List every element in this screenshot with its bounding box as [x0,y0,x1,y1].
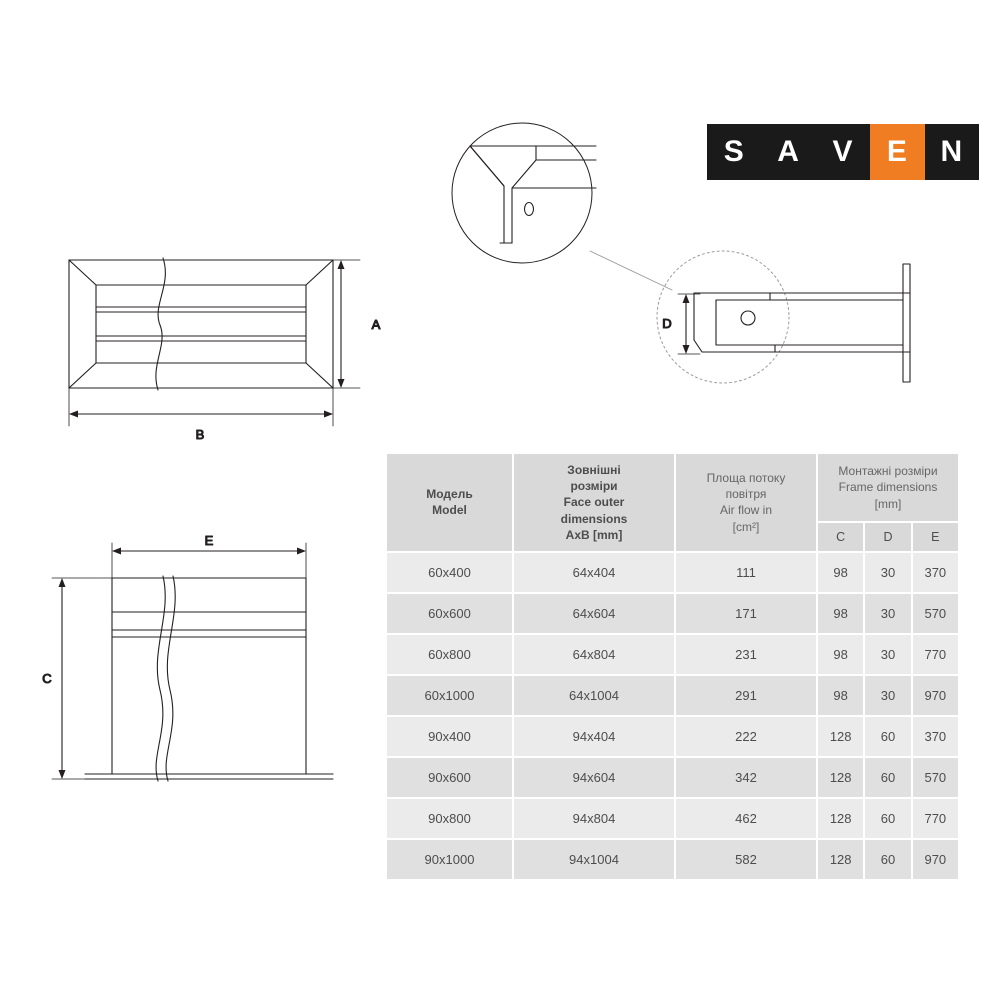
cell-outer-dimensions: 94x404 [513,716,675,757]
cell-outer-dimensions: 64x404 [513,552,675,593]
cell-frame-d: 60 [864,757,911,798]
cell-frame-d: 60 [864,716,911,757]
cell-frame-e: 970 [912,675,959,716]
saven-logo [707,124,979,180]
table-row [386,716,959,757]
header-airflow [675,453,817,552]
cell-frame-d: 30 [864,552,911,593]
header-airflow-line2: повітря [725,487,767,502]
header-sub-d: D [864,522,911,552]
mounting-section-drawing [770,264,910,382]
header-outer-line5: AxB [mm] [565,527,623,542]
dimension-d [662,294,700,354]
cell-frame-c: 98 [817,675,864,716]
dimension-a [333,260,381,388]
cell-model: 90x800 [386,798,513,839]
cell-outer-dimensions: 64x1004 [513,675,675,716]
table-row [386,593,959,634]
table-body [386,552,959,880]
dimension-c-label: C [42,671,52,686]
cell-frame-c: 98 [817,593,864,634]
table-row [386,839,959,880]
table-row [386,552,959,593]
cell-model: 90x400 [386,716,513,757]
header-model-line2: Model [432,503,467,518]
dimension-c [42,578,112,779]
cell-frame-d: 30 [864,634,911,675]
header-outer-line4: dimensions [560,511,628,526]
cell-frame-d: 60 [864,798,911,839]
cell-frame-e: 570 [912,757,959,798]
cell-airflow: 111 [675,552,817,593]
header-outer-dimensions [513,453,675,552]
cell-frame-c: 128 [817,716,864,757]
cell-outer-dimensions: 94x804 [513,798,675,839]
cell-airflow: 222 [675,716,817,757]
dimension-a-label: A [371,317,381,332]
cell-airflow: 231 [675,634,817,675]
dimension-b [69,388,333,442]
header-frame-line2: Frame dimensions [838,480,938,495]
header-frame-line1: Монтажні розміри [838,464,938,479]
cell-frame-c: 98 [817,552,864,593]
dimension-b-label: B [195,427,205,442]
logo-letter-v: V [816,124,870,180]
cell-frame-e: 370 [912,716,959,757]
table-row [386,798,959,839]
cell-airflow: 462 [675,798,817,839]
table-row [386,634,959,675]
front-view-drawing [69,258,333,390]
header-airflow-line4: [cm²] [732,519,760,534]
cell-frame-d: 60 [864,839,911,880]
cell-outer-dimensions: 64x804 [513,634,675,675]
cell-model: 60x800 [386,634,513,675]
cell-model: 60x600 [386,593,513,634]
header-sub-e: E [912,522,959,552]
header-sub-c: C [817,522,864,552]
cell-frame-e: 770 [912,798,959,839]
header-model-line1: Модель [426,487,473,502]
dimension-e-label: E [204,533,214,548]
cell-frame-c: 128 [817,839,864,880]
cell-frame-c: 98 [817,634,864,675]
logo-letter-a: A [761,124,815,180]
cell-airflow: 171 [675,593,817,634]
table-header-row-main [386,453,959,522]
detail-callout-small [590,251,789,383]
cell-frame-d: 30 [864,675,911,716]
cell-airflow: 342 [675,757,817,798]
specifications-table [385,452,960,881]
table-row [386,757,959,798]
table-header [386,453,959,552]
cell-model: 60x1000 [386,675,513,716]
side-view-drawing [85,576,333,781]
header-airflow-line1: Площа потоку [706,471,786,486]
cell-outer-dimensions: 94x604 [513,757,675,798]
cell-model: 90x1000 [386,839,513,880]
logo-letter-e: E [870,124,924,180]
table-row [386,675,959,716]
logo-letter-n: N [925,124,979,180]
header-outer-line2: розміри [570,479,618,494]
cell-frame-e: 370 [912,552,959,593]
cell-frame-e: 770 [912,634,959,675]
cell-frame-d: 30 [864,593,911,634]
cell-model: 90x600 [386,757,513,798]
logo-letter-s: S [707,124,761,180]
header-model [386,453,513,552]
cell-airflow: 291 [675,675,817,716]
header-airflow-line3: Air flow in [719,503,772,518]
detail-callout-enlarged [452,123,596,263]
header-frame-dimensions [817,453,959,522]
cell-airflow: 582 [675,839,817,880]
dimension-e [112,533,306,578]
cell-frame-e: 970 [912,839,959,880]
dimension-d-label: D [662,316,672,331]
header-outer-line1: Зовнішні [567,463,621,477]
cell-model: 60x400 [386,552,513,593]
cell-outer-dimensions: 64x604 [513,593,675,634]
cell-outer-dimensions: 94x1004 [513,839,675,880]
header-frame-line3: [mm] [874,496,902,511]
cell-frame-c: 128 [817,798,864,839]
header-outer-line3: Face outer [563,495,625,510]
cell-frame-e: 570 [912,593,959,634]
cell-frame-c: 128 [817,757,864,798]
